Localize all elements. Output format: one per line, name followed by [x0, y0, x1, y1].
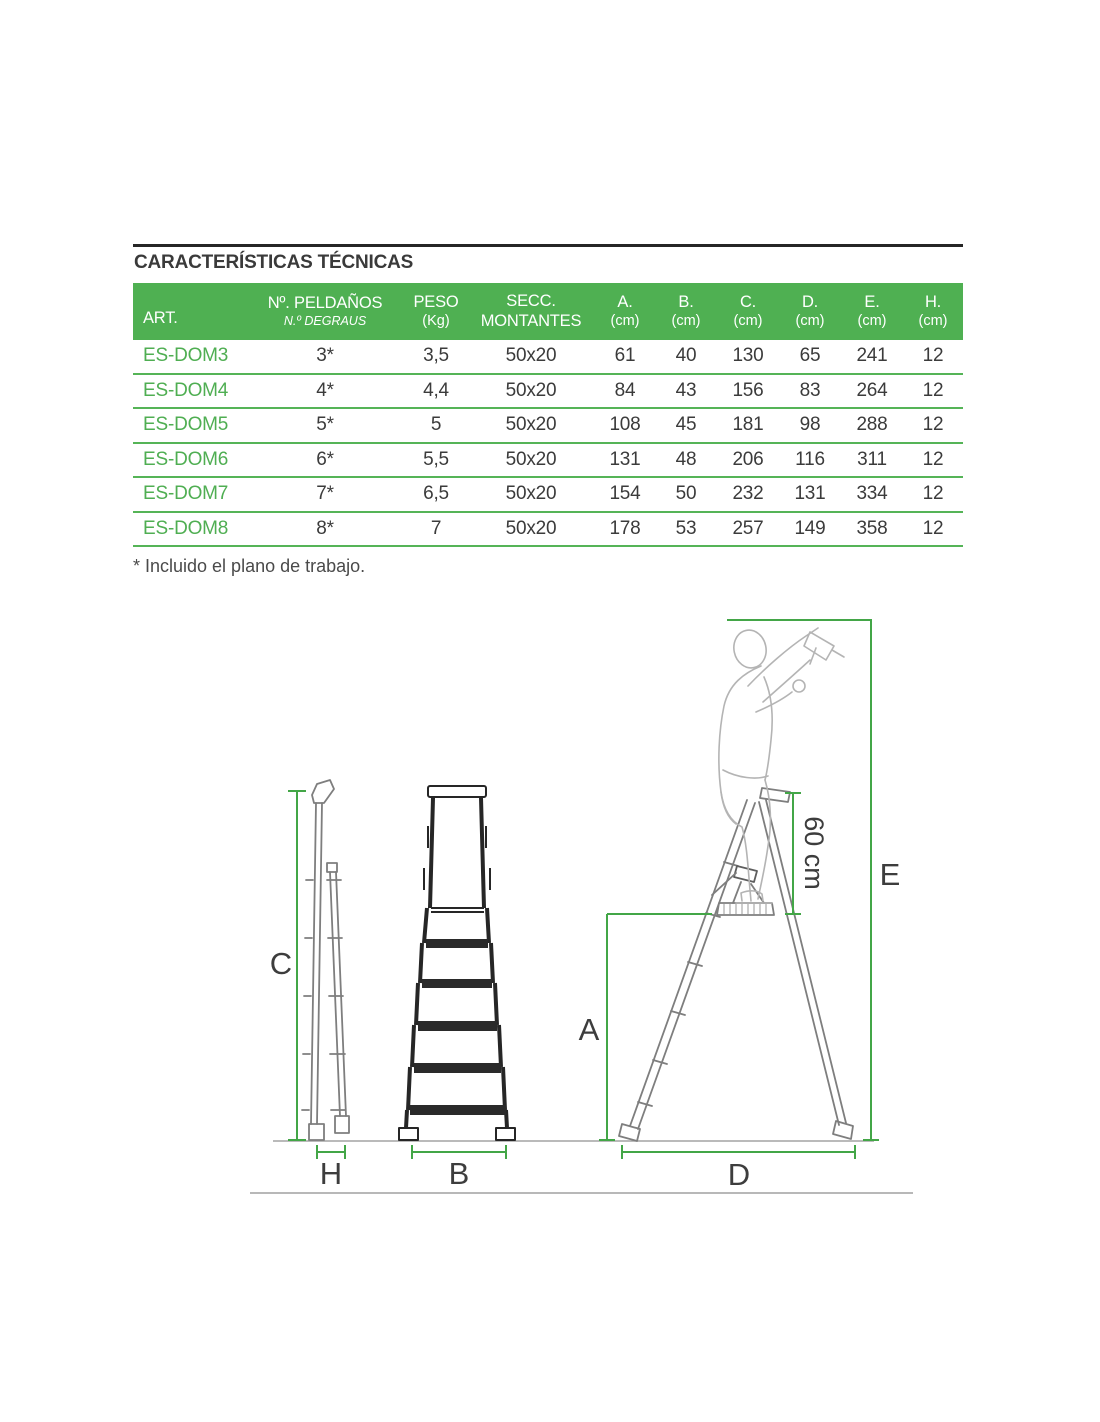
- col-header-steps: Nº. PELDAÑOS N.º DEGRAUS: [267, 294, 383, 328]
- dim-a-line: [599, 914, 712, 1140]
- dim-a-label: A: [578, 1012, 600, 1047]
- col-header-art: ART.: [143, 308, 178, 327]
- col-header-d: D. (cm): [795, 292, 825, 329]
- table-row: ES-DOM7 7* 6,5 50x20 154 50 232 131 334 12: [133, 478, 963, 513]
- page-title: CARACTERÍSTICAS TÉCNICAS: [134, 252, 414, 273]
- dimension-diagram: [0, 600, 1100, 1240]
- col-header-b: B. (cm): [671, 292, 701, 329]
- col-header-h: H. (cm): [918, 292, 948, 329]
- dim-h-label: H: [319, 1156, 343, 1191]
- table-row: ES-DOM5 5* 5 50x20 108 45 181 98 288 12: [133, 409, 963, 444]
- dim-c-label: C: [269, 946, 293, 981]
- footnote: * Incluido el plano de trabajo.: [133, 556, 366, 576]
- dim-e-label: E: [879, 857, 901, 892]
- dim-60cm-label: 60 cm: [799, 816, 829, 890]
- folded-ladder-sketch: [302, 780, 349, 1140]
- dim-d-label: D: [727, 1157, 751, 1192]
- technical-specs-table: [133, 283, 963, 547]
- table-row: ES-DOM4 4* 4,4 50x20 84 43 156 83 264 12: [133, 375, 963, 410]
- front-ladder-sketch: [399, 786, 515, 1140]
- dim-b-label: B: [448, 1156, 470, 1191]
- table-row: ES-DOM8 8* 7 50x20 178 53 257 149 358 12: [133, 513, 963, 548]
- table-row: ES-DOM3 3* 3,5 50x20 61 40 130 65 241 12: [133, 340, 963, 375]
- col-header-e: E. (cm): [857, 292, 887, 329]
- col-header-a: A. (cm): [610, 292, 640, 329]
- table-header-row: [133, 283, 963, 340]
- table-row: ES-DOM6 6* 5,5 50x20 131 48 206 116 311 12: [133, 444, 963, 479]
- top-rule: [133, 244, 963, 247]
- col-header-section: SECC. MONTANTES: [480, 291, 582, 330]
- col-header-c: C. (cm): [733, 292, 763, 329]
- col-header-weight: PESO (Kg): [413, 292, 459, 329]
- dim-60cm-line: [785, 793, 801, 914]
